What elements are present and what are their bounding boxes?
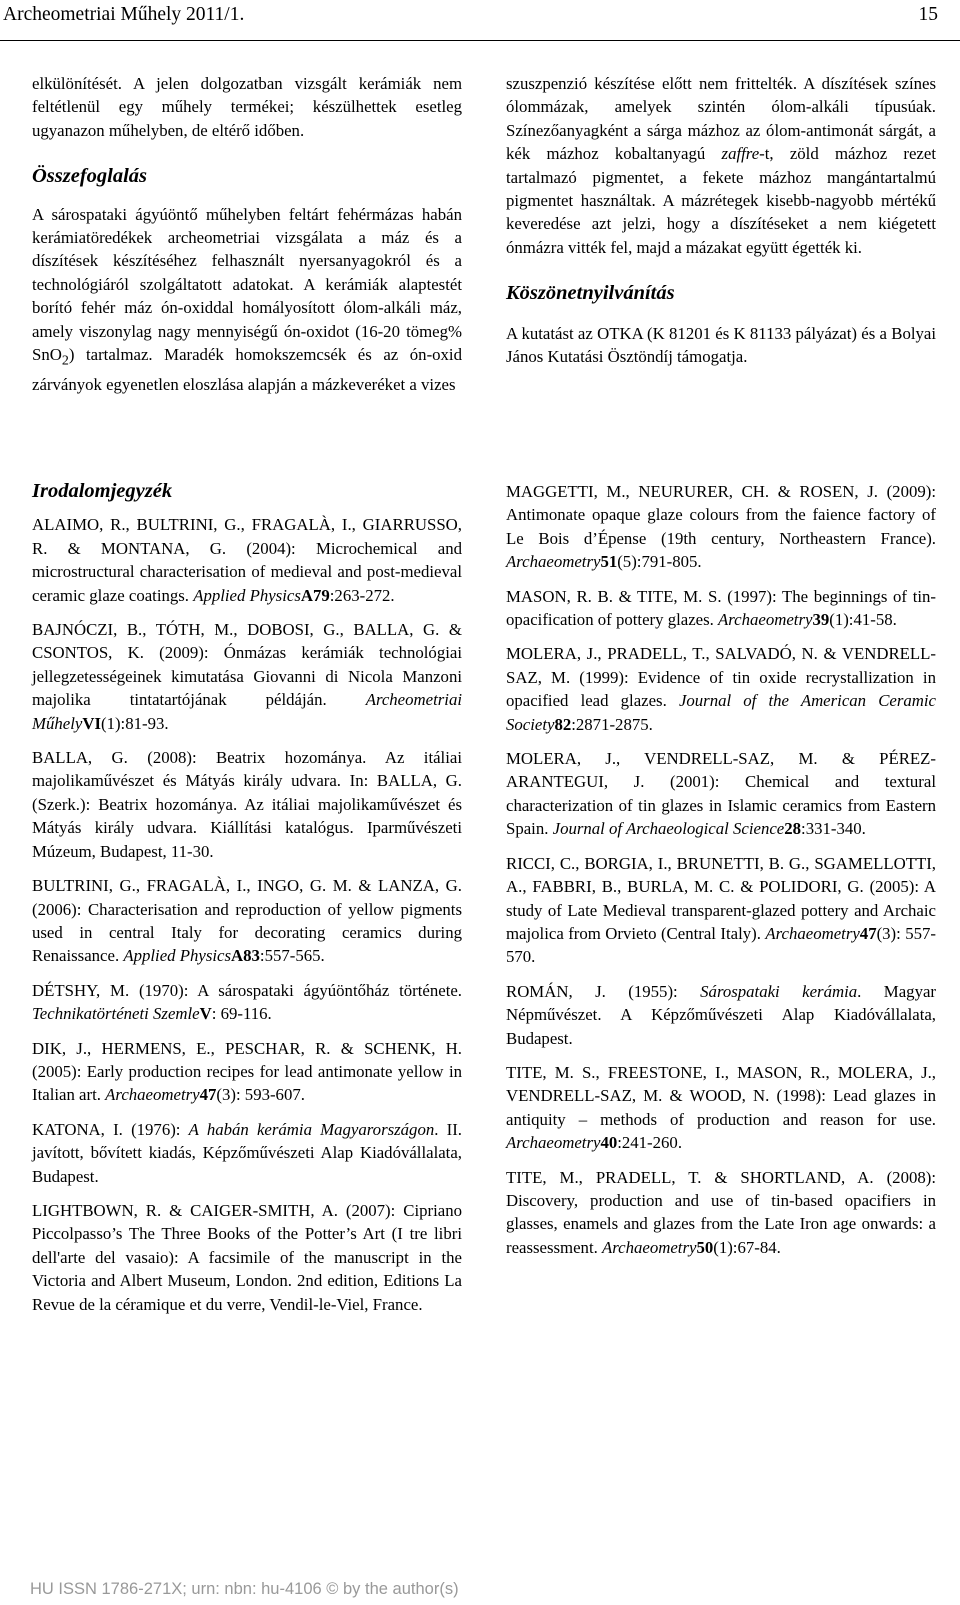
running-header: [0, 0, 960, 41]
reference-volume: 50: [696, 1237, 714, 1257]
references-right-column: [506, 480, 936, 1270]
references-heading: Irodalomjegyzék: [32, 480, 173, 502]
reference-journal: Archaeometry: [506, 552, 601, 572]
reference-authors-title: ALAIMO, R., BULTRINI, G., FRAGALÀ, I., GIARRUSSO, R. & MONTANA, G. (2004): Microchemical and microstructural characterisation of medieval and post-medieval ceramic glaze coatings.: [32, 515, 462, 605]
reference-journal: Sárospataki kerámia: [700, 981, 858, 1001]
references-left-column: [32, 480, 462, 1327]
reference-volume: 28: [784, 819, 802, 839]
reference-pages: (1):67-84.: [713, 1237, 781, 1257]
reference-volume: V: [199, 1004, 212, 1024]
reference-authors-title: BALLA, G. (2008): Beatrix hozománya. Az itáliai majolikaművészet és Mátyás király udvara. In: BALLA, G. (Szerk.): Beatrix hozománya. Az itáliai majolikaművészet és Mátyás király udvara. Kiállítási katalógus. Iparművészeti Múzeum, Budapest, 11-30.: [32, 748, 462, 861]
sno2-formula: [32, 345, 69, 369]
reference-volume: 51: [600, 552, 618, 572]
right-column-top: [506, 72, 936, 368]
reference-journal: Archaeometry: [602, 1237, 697, 1257]
reference-volume: VI: [82, 713, 101, 733]
reference-authors-title: TITE, M. S., FREESTONE, I., MASON, R., MOLERA, J., VENDRELL-SAZ, M. & WOOD, N. (1998): Lead glazes in antiquity – methods of production and reason for use.: [506, 1062, 936, 1129]
reference-entry: [32, 874, 462, 968]
reference-volume: 82: [554, 714, 572, 734]
reference-entry: [32, 618, 462, 735]
reference-pages: (3): 593-607.: [216, 1085, 305, 1105]
reference-entry: [32, 1037, 462, 1107]
reference-entry: [506, 980, 936, 1050]
reference-journal: Archeometriai Műhely: [32, 690, 462, 733]
reference-entry: [32, 513, 462, 607]
reference-journal: A habán kerámia Magyarországon: [188, 1119, 435, 1139]
acknowledgements-heading: Köszönetnyilvánítás: [506, 282, 675, 305]
reference-authors-title: DÉTSHY, M. (1970): A sárospataki ágyúöntőház története.: [32, 980, 462, 1000]
reference-entry: [32, 746, 462, 863]
reference-authors-title: MOLERA, J., VENDRELL-SAZ, M. & PÉREZ-ARANTEGUI, J. (2001): Chemical and textural characterization of tin glazes in Islamic ceramics from Eastern Spain.: [506, 749, 936, 839]
summary-paragraph: [32, 203, 462, 397]
reference-journal: Archaeometry: [718, 610, 813, 630]
summary-cont-text-part1: szuszpenzió készítése előtt nem frittelték. A díszítések színes ólommázak, amelyek szintén ólom-alkáli típusúak. Színezőanyagként a sárga mázhoz az ólom-antimonát sárgát, a kék mázhoz kobaltanyagú: [506, 74, 936, 164]
acknowledgements-text: A kutatást az OTKA (K 81201 és K 81133 pályázat) és a Bolyai János Kutatási Ösztöndíj támogatja.: [506, 323, 936, 367]
reference-journal: Journal of the American Ceramic Society: [506, 691, 936, 734]
reference-journal: Archaeometry: [105, 1085, 200, 1105]
reference-entry: [506, 585, 936, 632]
references-list-left: [32, 513, 462, 1316]
reference-authors-title: MOLERA, J., PRADELL, T., SALVADÓ, N. & VENDRELL-SAZ, M. (1999): Evidence of tin oxide recrystallization in opacified lead glazes.: [506, 644, 936, 711]
reference-pages: (3): 557-570.: [506, 923, 937, 967]
journal-title: Archeometriai Műhely 2011/1.: [3, 4, 245, 25]
reference-pages: (1):41-58.: [829, 610, 897, 630]
reference-pages: :331-340.: [801, 819, 866, 839]
reference-volume: 40: [600, 1133, 618, 1153]
reference-pages: (1):81-93.: [100, 713, 169, 733]
reference-pages: :263-272.: [329, 585, 395, 605]
left-column-top: [32, 72, 462, 396]
reference-authors-title: RICCI, C., BORGIA, I., BRUNETTI, B. G., SGAMELLOTTI, A., FABBRI, B., BURLA, M. C. & POLIDORI, G. (2005): A study of Late Medieval transparent-glazed pottery and Archaic majolica from Orvieto (Central Italy).: [506, 853, 936, 943]
reference-pages: :557-565.: [259, 946, 325, 966]
summary-continued-paragraph: [506, 72, 936, 259]
reference-entry: [506, 747, 936, 841]
zaffre-term: zaffre: [721, 144, 760, 164]
reference-entry: [506, 852, 936, 969]
references-list-right: [506, 480, 936, 1259]
reference-pages: . II. javított, bővített kiadás, Képzőművészeti Alap Kiadóvállalata, Budapest.: [32, 1119, 463, 1186]
reference-pages: . Magyar Népművészet. A Képzőművészeti Alap Kiadóvállalata, Budapest.: [506, 981, 936, 1048]
reference-journal: Applied Physics: [193, 585, 301, 605]
reference-authors-title: KATONA, I. (1976):: [32, 1119, 189, 1139]
sno2-base: SnO: [32, 345, 62, 365]
page-number: 15: [918, 4, 938, 25]
reference-pages: (5):791-805.: [617, 552, 702, 572]
reference-authors-title: BAJNÓCZI, B., TÓTH, M., DOBOSI, G., BALLA, G. & CSONTOS, K. (2009): Ónmázas kerámiák technológiai jellegzetességeinek kimutatása Giovanni di Nicola Manzoni majolika tintatartójának példáján.: [32, 620, 462, 710]
reference-journal: Archaeometry: [765, 923, 860, 943]
reference-pages: :2871-2875.: [571, 714, 653, 734]
summary-text-part2: ) tartalmaz. Maradék homokszemcsék és az ón-oxid zárványok egyenetlen eloszlása alapján a mázkeveréket a vizes: [32, 345, 462, 394]
reference-volume: 47: [859, 923, 877, 943]
reference-authors-title: LIGHTBOWN, R. & CAIGER-SMITH, A. (2007): Cipriano Piccolpasso’s The Three Books of the Potter’s Art (I tre libri dell'arte del vasaio): A facsimile of the manuscript in the Victoria and Albert Museum, London. 2nd edition, Editions La Revue de la céramique et du verre, Vendil-le-Viel, France.: [32, 1200, 462, 1314]
reference-journal: Technikatörténeti Szemle: [32, 1004, 200, 1024]
reference-entry: [506, 1061, 936, 1155]
reference-authors-title: TITE, M., PRADELL, T. & SHORTLAND, A. (2008): Discovery, production and use of tin-based opacifiers in glasses, enamels and glazes from the Late Iron age onwards: a reassessment.: [506, 1167, 936, 1257]
reference-entry: [506, 480, 936, 574]
reference-authors-title: DIK, J., HERMENS, E., PESCHAR, R. & SCHENK, H. (2005): Early production recipes for lead antimonate yellow in Italian art.: [32, 1038, 462, 1105]
issn-footer: HU ISSN 1786-271X; urn: nbn: hu-4106 © by the author(s): [30, 1580, 459, 1598]
reference-volume: A83: [231, 946, 260, 966]
reference-pages: :241-260.: [617, 1133, 683, 1153]
reference-volume: A79: [300, 585, 330, 605]
reference-authors-title: ROMÁN, J. (1955):: [506, 981, 701, 1001]
reference-entry: [32, 979, 462, 1026]
intro-paragraph: elkülönítését. A jelen dolgozatban vizsgált kerámiák nem feltétlenül egy műhely termékei; készülhettek esetleg ugyanazon műhelyben, de eltérő időben.: [32, 74, 462, 140]
reference-authors-title: MAGGETTI, M., NEURURER, CH. & ROSEN, J. (2009): Antimonate opaque glaze colours from the faience factory of Le Bois d’Épense (19th century, Northeastern France).: [506, 482, 936, 548]
reference-entry: [506, 1166, 936, 1260]
sno2-subscript: 2: [61, 353, 69, 369]
reference-entry: [32, 1199, 462, 1316]
reference-journal: Applied Physics: [123, 946, 231, 966]
reference-entry: [506, 642, 936, 736]
reference-journal: Archaeometry: [506, 1133, 601, 1153]
summary-heading: Összefoglalás: [32, 165, 148, 188]
reference-authors-title: MASON, R. B. & TITE, M. S. (1997): The beginnings of tin-opacification of pottery glazes.: [506, 586, 936, 630]
reference-journal: Journal of Archaeological Science: [552, 819, 785, 839]
summary-cont-text-part2: -t, zöld mázhoz rezet tartalmazó pigmentet, a fekete mázhoz mangántartalmú pigmentet használtak. A mázrétegek kisebb-nagyobb mértékű keveredése azt jelzi, hogy a díszítéseket a nem kiégetett ónmázra vitték fel, majd a mázakat együtt égették ki.: [506, 144, 936, 257]
reference-pages: : 69-116.: [211, 1004, 272, 1024]
reference-entry: [32, 1118, 462, 1188]
reference-volume: 39: [812, 610, 830, 630]
reference-authors-title: BULTRINI, G., FRAGALÀ, I., INGO, G. M. & LANZA, G. (2006): Characterisation and reproduction of yellow pigments used in central Italy for decorating ceramics during Renaissance.: [32, 876, 462, 966]
reference-volume: 47: [199, 1085, 217, 1105]
summary-text-part1: A sárospataki ágyúöntő műhelyben feltárt fehérmázas habán kerámiatöredékek archeometriai vizsgálata a máz és a díszítések készítéséhez felhasznált nyersanyagokról és a technológiáról szolgáltatott adatokat. A kerámiák alaptestét borító fehér máz ón-oxiddal homályosított ólom-alkáli máz, amely viszonylag nagy mennyiségű ón-oxidot (16-20 tömeg%: [32, 204, 462, 341]
